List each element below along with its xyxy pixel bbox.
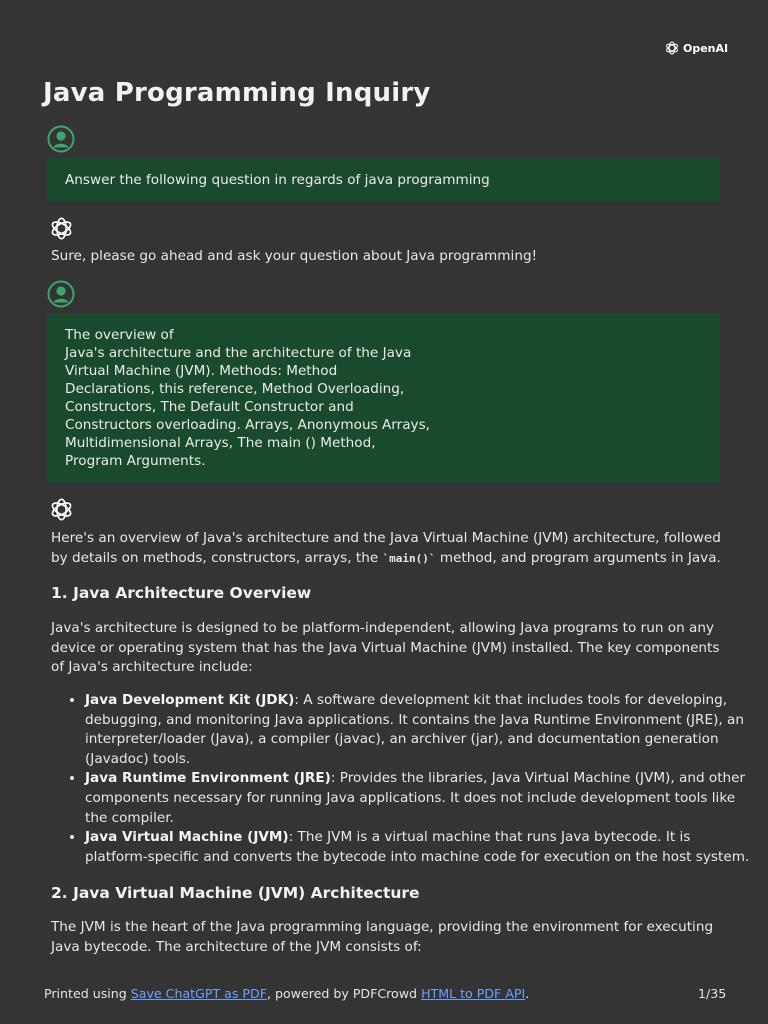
user-message-1-text: Answer the following question in regards of java programming: [65, 171, 490, 188]
user-message-2-line: Virtual Machine (JVM). Methods: Method: [65, 363, 338, 379]
user-message-2-line: Declarations, this reference, Method Overloading,: [65, 381, 405, 397]
user-message-2: [47, 314, 720, 483]
list-item: [85, 769, 755, 828]
openai-brand: [664, 40, 728, 56]
user-message-2-line: Multidimensional Arrays, The main () Method,: [65, 435, 376, 451]
answer-intro-text: Here's an overview of Java's architecture and the Java Virtual Machine (JVM) architecture, followed by details on methods, constructors, arrays, the: [51, 530, 721, 566]
list-item: [85, 828, 755, 867]
section-1-paragraph: Java's architecture is designed to be platform-independent, allowing Java programs to run on any device or operating system that has the Java Virtual Machine (JVM) installed. The key components of Java's architecture include:: [51, 620, 720, 675]
chatgpt-logo-icon: [48, 215, 75, 242]
list-item-desc: : The JVM is a virtual machine that runs Java bytecode. It is platform-specific and converts the bytecode into machine code for execution on the host system.: [85, 829, 750, 865]
user-message-2-line: Constructors, The Default Constructor and: [65, 399, 354, 415]
answer-intro-text-end: method, and program arguments in Java.: [435, 549, 721, 566]
list-item: [85, 691, 755, 769]
page-title: Java Programming Inquiry: [43, 78, 431, 108]
answer-intro: [51, 529, 726, 568]
footer: [44, 986, 529, 1001]
architecture-components-list: [51, 691, 755, 867]
user-message-2-line: Java's architecture and the architecture of the Java: [65, 345, 412, 361]
assistant-message-1: Sure, please go ahead and ask your question about Java programming!: [51, 248, 538, 264]
section-heading-1: 1. Java Architecture Overview: [51, 584, 312, 602]
user-message-2-line: Constructors overloading. Arrays, Anonymous Arrays,: [65, 417, 431, 433]
html-to-pdf-api-link[interactable]: HTML to PDF API: [421, 986, 526, 1001]
list-item-term: Java Runtime Environment (JRE): [85, 770, 331, 787]
footer-period: .: [525, 986, 530, 1001]
user-message-1: [47, 158, 720, 201]
brand-name: OpenAI: [683, 41, 729, 55]
openai-logo-icon: [664, 40, 680, 56]
save-chatgpt-pdf-link[interactable]: Save ChatGPT as PDF: [130, 986, 267, 1001]
user-avatar-icon: [47, 125, 75, 153]
user-message-2-line: Program Arguments.: [65, 453, 206, 469]
list-item-term: Java Development Kit (JDK): [85, 692, 295, 708]
user-message-2-line: The overview of: [65, 327, 174, 343]
chatgpt-logo-icon: [48, 496, 75, 523]
section-2-paragraph: The JVM is the heart of the Java programming language, providing the environment for executing Java bytecode. The architecture of the JVM consists of:: [51, 919, 714, 955]
footer-text: , powered by PDFCrowd: [266, 986, 422, 1001]
list-item-term: Java Virtual Machine (JVM): [85, 829, 289, 846]
inline-code-main: `main()`: [382, 551, 436, 565]
page-number: 1/35: [698, 986, 727, 1001]
footer-text: Printed using: [44, 986, 131, 1001]
section-heading-2: 2. Java Virtual Machine (JVM) Architecture: [51, 884, 420, 902]
list-item-desc: : A software development kit that includes tools for developing, debugging, and monitoring Java applications. It contains the Java Runtime Environment (JRE), an interpreter/loader (Java), a compiler (javac), an archiver (jar), and documentation generation (Javadoc) tools.: [85, 692, 744, 767]
user-avatar-icon: [47, 280, 75, 308]
list-item-desc: : Provides the libraries, Java Virtual Machine (JVM), and other components necessary for running Java applications. It does not include development tools like the compiler.: [85, 770, 746, 826]
